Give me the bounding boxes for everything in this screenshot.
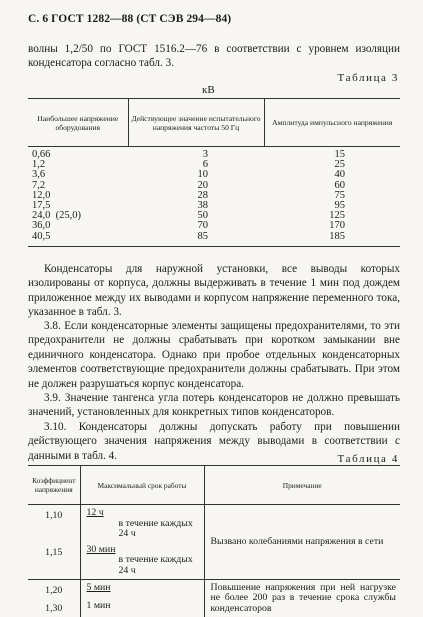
table-row: 17,5 38 95 <box>32 200 345 212</box>
table-row: 0,66 3 15 <box>32 149 345 160</box>
table-row: 24,0 (25,0) 50 125 <box>32 210 345 222</box>
table4-header-note: Примечание <box>204 466 400 505</box>
table-row: 1,15 30 мин в течение каждых 24 ч <box>28 542 400 579</box>
table3-header-max-voltage: Наибольшее напряжение оборудования <box>28 99 128 147</box>
table-row: 40,5 85 185 <box>28 232 400 247</box>
table-row: 3,6 10 40 <box>32 169 345 181</box>
table3-unit: кВ <box>202 84 215 96</box>
paragraph-3-10: 3.10. Конденсаторы должны допускать работу при повышении действующего значения напряжения между выводами в соответствии с данными в табл. 4. <box>28 421 400 462</box>
table4-note-fluctuations: Вызвано колебаниями напряжения в сети <box>204 505 400 580</box>
table-row: 36,0 70 170 <box>32 220 345 232</box>
page-header: С. 6 ГОСТ 1282—88 (СТ СЭВ 294—84) <box>28 13 232 25</box>
table-row: 1,2 6 25 <box>32 159 345 171</box>
table4-header-coefficient: Коэффициент напряжения <box>28 466 80 505</box>
paragraph-outdoor-capacitors: Конденсаторы для наружной установки, все выводы которых изолированы от корпуса, должны выдерживать в течение 1 мин под дождем приложенное между их выводами и корпусом напряжение переменного тока, указанное в табл. 3. <box>28 263 400 319</box>
table4-note-voltage-increase: Повышение напряжения при ней нагрузке не более 200 раз в течение срока службы конденсаторов <box>204 579 400 617</box>
table-4 <box>28 465 400 617</box>
table4-header-max-term: Максимальный срок работы <box>80 466 204 505</box>
table4-caption: Таблица 4 <box>337 453 399 465</box>
table3-caption: Таблица 3 <box>337 72 399 84</box>
table-3 <box>28 98 400 247</box>
paragraph-3-8: 3.8. Если конденсаторные элементы защищены предохранителями, то эти предохранители не должны срабатывать при коротком замыкании вне единичного конденсатора. Однако при пробое отдельных конденсаторных элементов соответствующие предохранители должны срабатывать. При этом не должен разрушаться корпус конденсатора. <box>28 320 400 390</box>
table-row: 7,2 20 60 <box>32 179 345 191</box>
table-row: 1,10 12 ч в течение каждых 24 ч Вызвано колебаниями напряжения в сети <box>28 505 400 542</box>
table-row: 1,20 5 мин Повышение напряжения при ней нагрузке не более 200 раз в течение срока службы конденсаторов <box>28 579 400 598</box>
intro-paragraph: волны 1,2/50 по ГОСТ 1516.2—76 в соответствии с уровнем изоляции конденсатора согласно табл. 3. <box>28 43 400 70</box>
table-row: 12,0 28 75 <box>32 189 345 201</box>
table-row: 1,30 1 мин <box>28 598 400 617</box>
table3-header-impulse-amplitude: Амплитуда импульсного напряжения <box>264 99 400 147</box>
paragraph-3-9: 3.9. Значение тангенса угла потерь конденсаторов не должно превышать значений, установленных для конкретных типов конденсаторов. <box>28 392 400 419</box>
table3-header-test-voltage: Действующее значение испытательного напряжения частоты 50 Гц <box>128 99 264 147</box>
